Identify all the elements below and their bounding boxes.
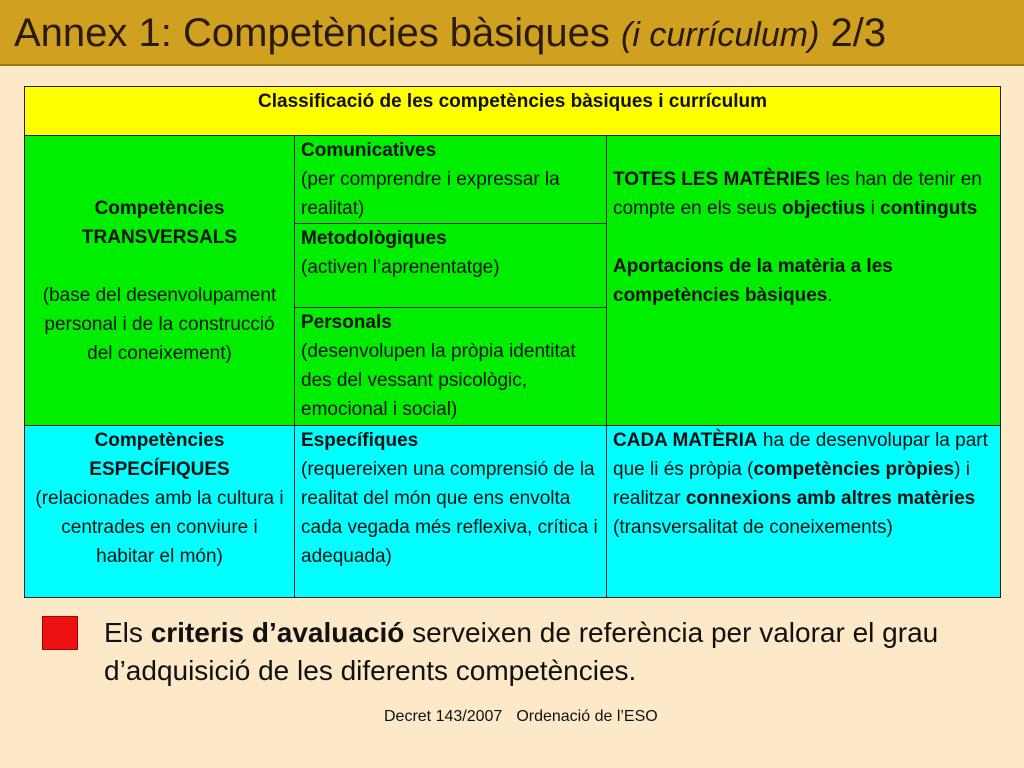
especifiques-left-name: Competències ESPECÍFIQUES <box>89 430 230 480</box>
note-suffix: serveixen de referència per valorar el grau d’adquisició de les diferents competències. <box>104 617 939 686</box>
transversals-cell <box>25 136 295 426</box>
transversals-description: (base del desenvolupament personal i de la construcció del coneixement) <box>42 284 277 364</box>
especifiques-left-description: (relacionades amb la cultura i centrades en conviure i habitar el món) <box>35 488 284 567</box>
comunicatives-name: Comunicatives <box>301 140 437 161</box>
title-bar <box>0 0 1024 66</box>
table-header: Classificació de les competències bàsiques i currículum <box>25 87 1001 136</box>
cada-text-3: (transversalitat de coneixements) <box>613 517 893 538</box>
comunicatives-description: (per comprendre i expressar la realitat) <box>301 169 560 219</box>
footer-subject: Ordenació de l’ESO <box>516 708 658 725</box>
especifiques-mid-description: (requereixen una comprensió de la realitat del món que ens envolta cada vegada més reflexiva, crítica i adequada) <box>301 459 598 567</box>
cada-materia-text <box>613 426 994 542</box>
especifiques-mid-name: Específiques <box>301 430 419 451</box>
cada-materia-cell <box>607 426 1001 598</box>
competencies-table <box>24 86 1001 598</box>
cada-bold-3: connexions amb altres matèries <box>685 488 976 509</box>
personals-name: Personals <box>301 312 392 333</box>
aportacions-bold: Aportacions de la matèria a les competències bàsiques <box>613 256 893 306</box>
especifiques-left-cell <box>25 426 295 598</box>
slide-title <box>14 10 886 58</box>
table-row <box>25 136 1001 224</box>
title-main: Annex 1: Competències bàsiques <box>14 11 610 55</box>
footer-decree: Decret 143/2007 <box>384 708 503 725</box>
cada-text-2: ) i realitzar <box>613 459 970 509</box>
aportacions-period: . <box>827 285 833 306</box>
totes-materies-cell <box>607 136 1001 426</box>
metodologiques-description: (activen l’aprenentatge) <box>301 257 500 278</box>
note-prefix: Els <box>104 617 151 648</box>
bullet-square-icon <box>42 616 78 650</box>
transversals-name: Competències TRANSVERSALS <box>81 197 238 248</box>
totes-materies-text <box>613 165 994 223</box>
title-page: 2/3 <box>830 11 887 55</box>
table-header-row <box>25 87 1001 136</box>
title-italic: (i currículum) <box>621 16 820 54</box>
cada-bold-1: CADA MATÈRIA <box>613 430 758 451</box>
totes-bold-1: TOTES LES MATÈRIES <box>613 169 821 190</box>
evaluation-note <box>104 614 984 690</box>
cada-text-1: ha de desenvolupar la part que li és pròpia ( <box>613 430 988 480</box>
personals-cell <box>295 308 607 426</box>
footer <box>384 708 658 726</box>
table-row <box>25 426 1001 598</box>
totes-text-2: i <box>865 198 881 219</box>
aportacions-text <box>613 252 994 310</box>
especifiques-mid-cell <box>295 426 607 598</box>
metodologiques-name: Metodològiques <box>301 228 447 249</box>
totes-bold-2: objectius <box>781 198 866 219</box>
totes-text-1: les han de tenir en compte en els seus <box>613 169 982 219</box>
personals-description: (desenvolupen la pròpia identitat des del vessant psicològic, emocional i social) <box>301 341 576 420</box>
totes-bold-3: continguts <box>880 198 978 219</box>
cada-bold-2: competències pròpies <box>753 459 955 480</box>
comunicatives-cell <box>295 136 607 224</box>
metodologiques-cell <box>295 224 607 308</box>
note-bold: criteris d’avaluació <box>150 617 405 648</box>
